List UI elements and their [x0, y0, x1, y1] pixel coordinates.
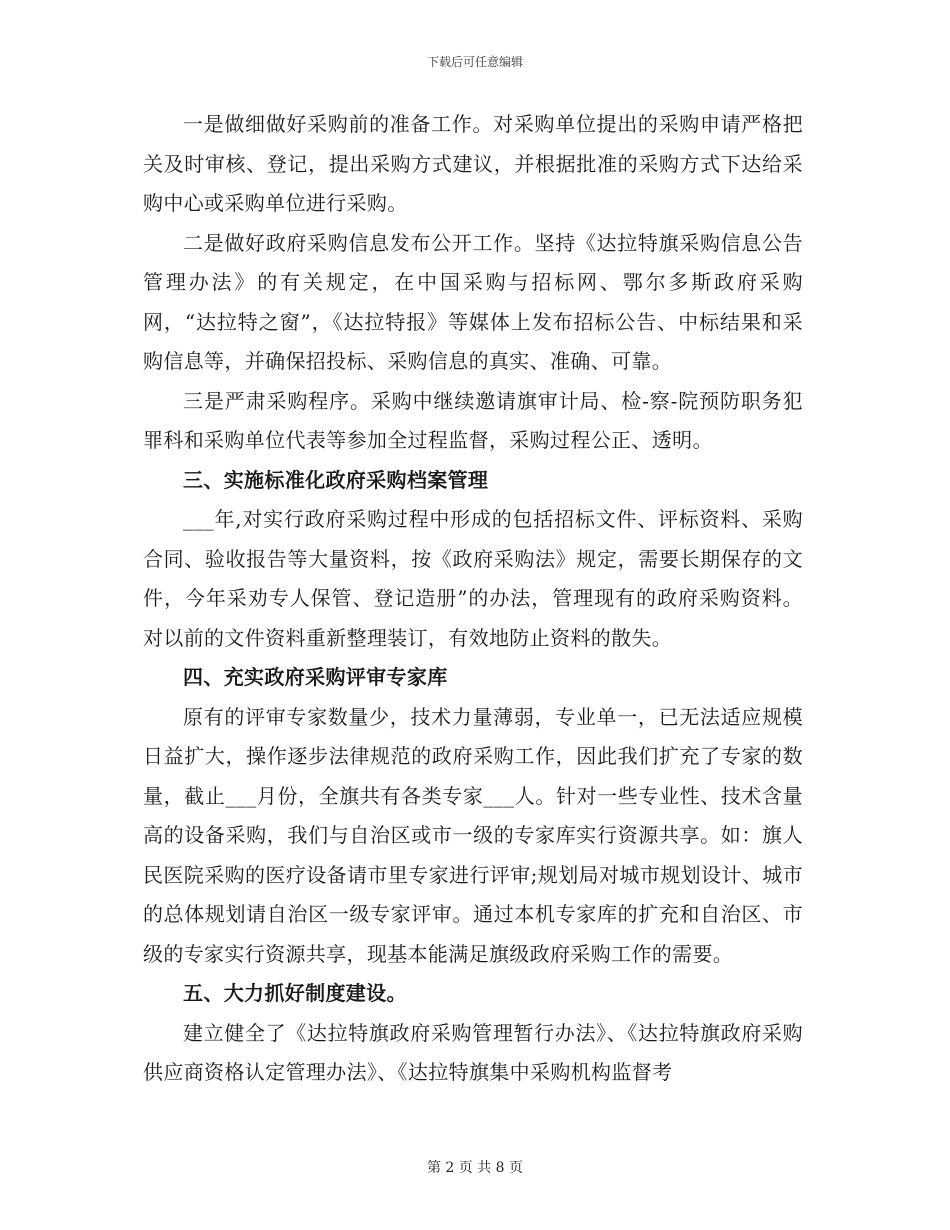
paragraph-info-publishing: 二是做好政府采购信息发布公开工作。坚持《达拉特旗采购信息公告管理办法》的有关规定，在中国采购与招标网、鄂尔多斯政府采购网，“达拉特之窗”，《达拉特报》等媒体上发布招标公告、中标结果和采购信息等，并确保招投标、采购信息的真实、准确、可靠。 [143, 230, 803, 373]
section-heading-archive: 三、实施标准化政府采购档案管理 [183, 467, 489, 492]
paragraph-system-building: 建立健全了《达拉特旗政府采购管理暂行办法》、《达拉特旗政府采购供应商资格认定管理办法》、《达拉特旗集中采购机构监督考 [143, 1020, 803, 1084]
section-heading-system-building: 五、大力抓好制度建设。 [183, 981, 407, 1005]
paragraph-expert-pool: 原有的评审专家数量少，技术力量薄弱，专业单一，已无法适应规模日益扩大，操作逐步法律规范的政府采购工作，因此我们扩充了专家的数量，截止___月份，全旗共有各类专家___人。针对一些专业性、技术含量高的设备采购，我们与自治区或市一级的专家库实行资源共享。如：旗人民医院采购的医疗设备请市里专家进行评审;规划局对城市规划设计、城市的总体规划请自治区一级专家评审。通过本机专家库的扩充和自治区、市级的专家实行资源共享，现基本能满足旗级政府采购工作的需要。 [143, 704, 803, 966]
document-body [143, 105, 803, 1093]
page-header: 下载后可任意编辑 [426, 55, 523, 69]
paragraph-preparation: 一是做细做好采购前的准备工作。对采购单位提出的采购申请严格把关及时审核、登记，提出采购方式建议，并根据批准的采购方式下达给采购中心或采购单位进行采购。 [143, 112, 803, 215]
paragraph-procedure: 三是严肃采购程序。采购中继续邀请旗审计局、检-察-院预防职务犯罪科和采购单位代表等参加全过程监督，采购过程公正、透明。 [143, 388, 803, 452]
paragraph-archive: ___年,对实行政府采购过程中形成的包括招标文件、评标资料、采购合同、验收报告等大量资料，按《政府采购法》规定，需要长期保存的文件，今年采劝专人保管、登记造册”的办法，管理现有的政府采购资料。对以前的文件资料重新整理装订，有效地防止资料的散失。 [143, 507, 803, 650]
page-footer: 第 2 页 共 8 页 [426, 1160, 524, 1176]
section-heading-expert-pool: 四、充实政府采购评审专家库 [183, 665, 448, 689]
